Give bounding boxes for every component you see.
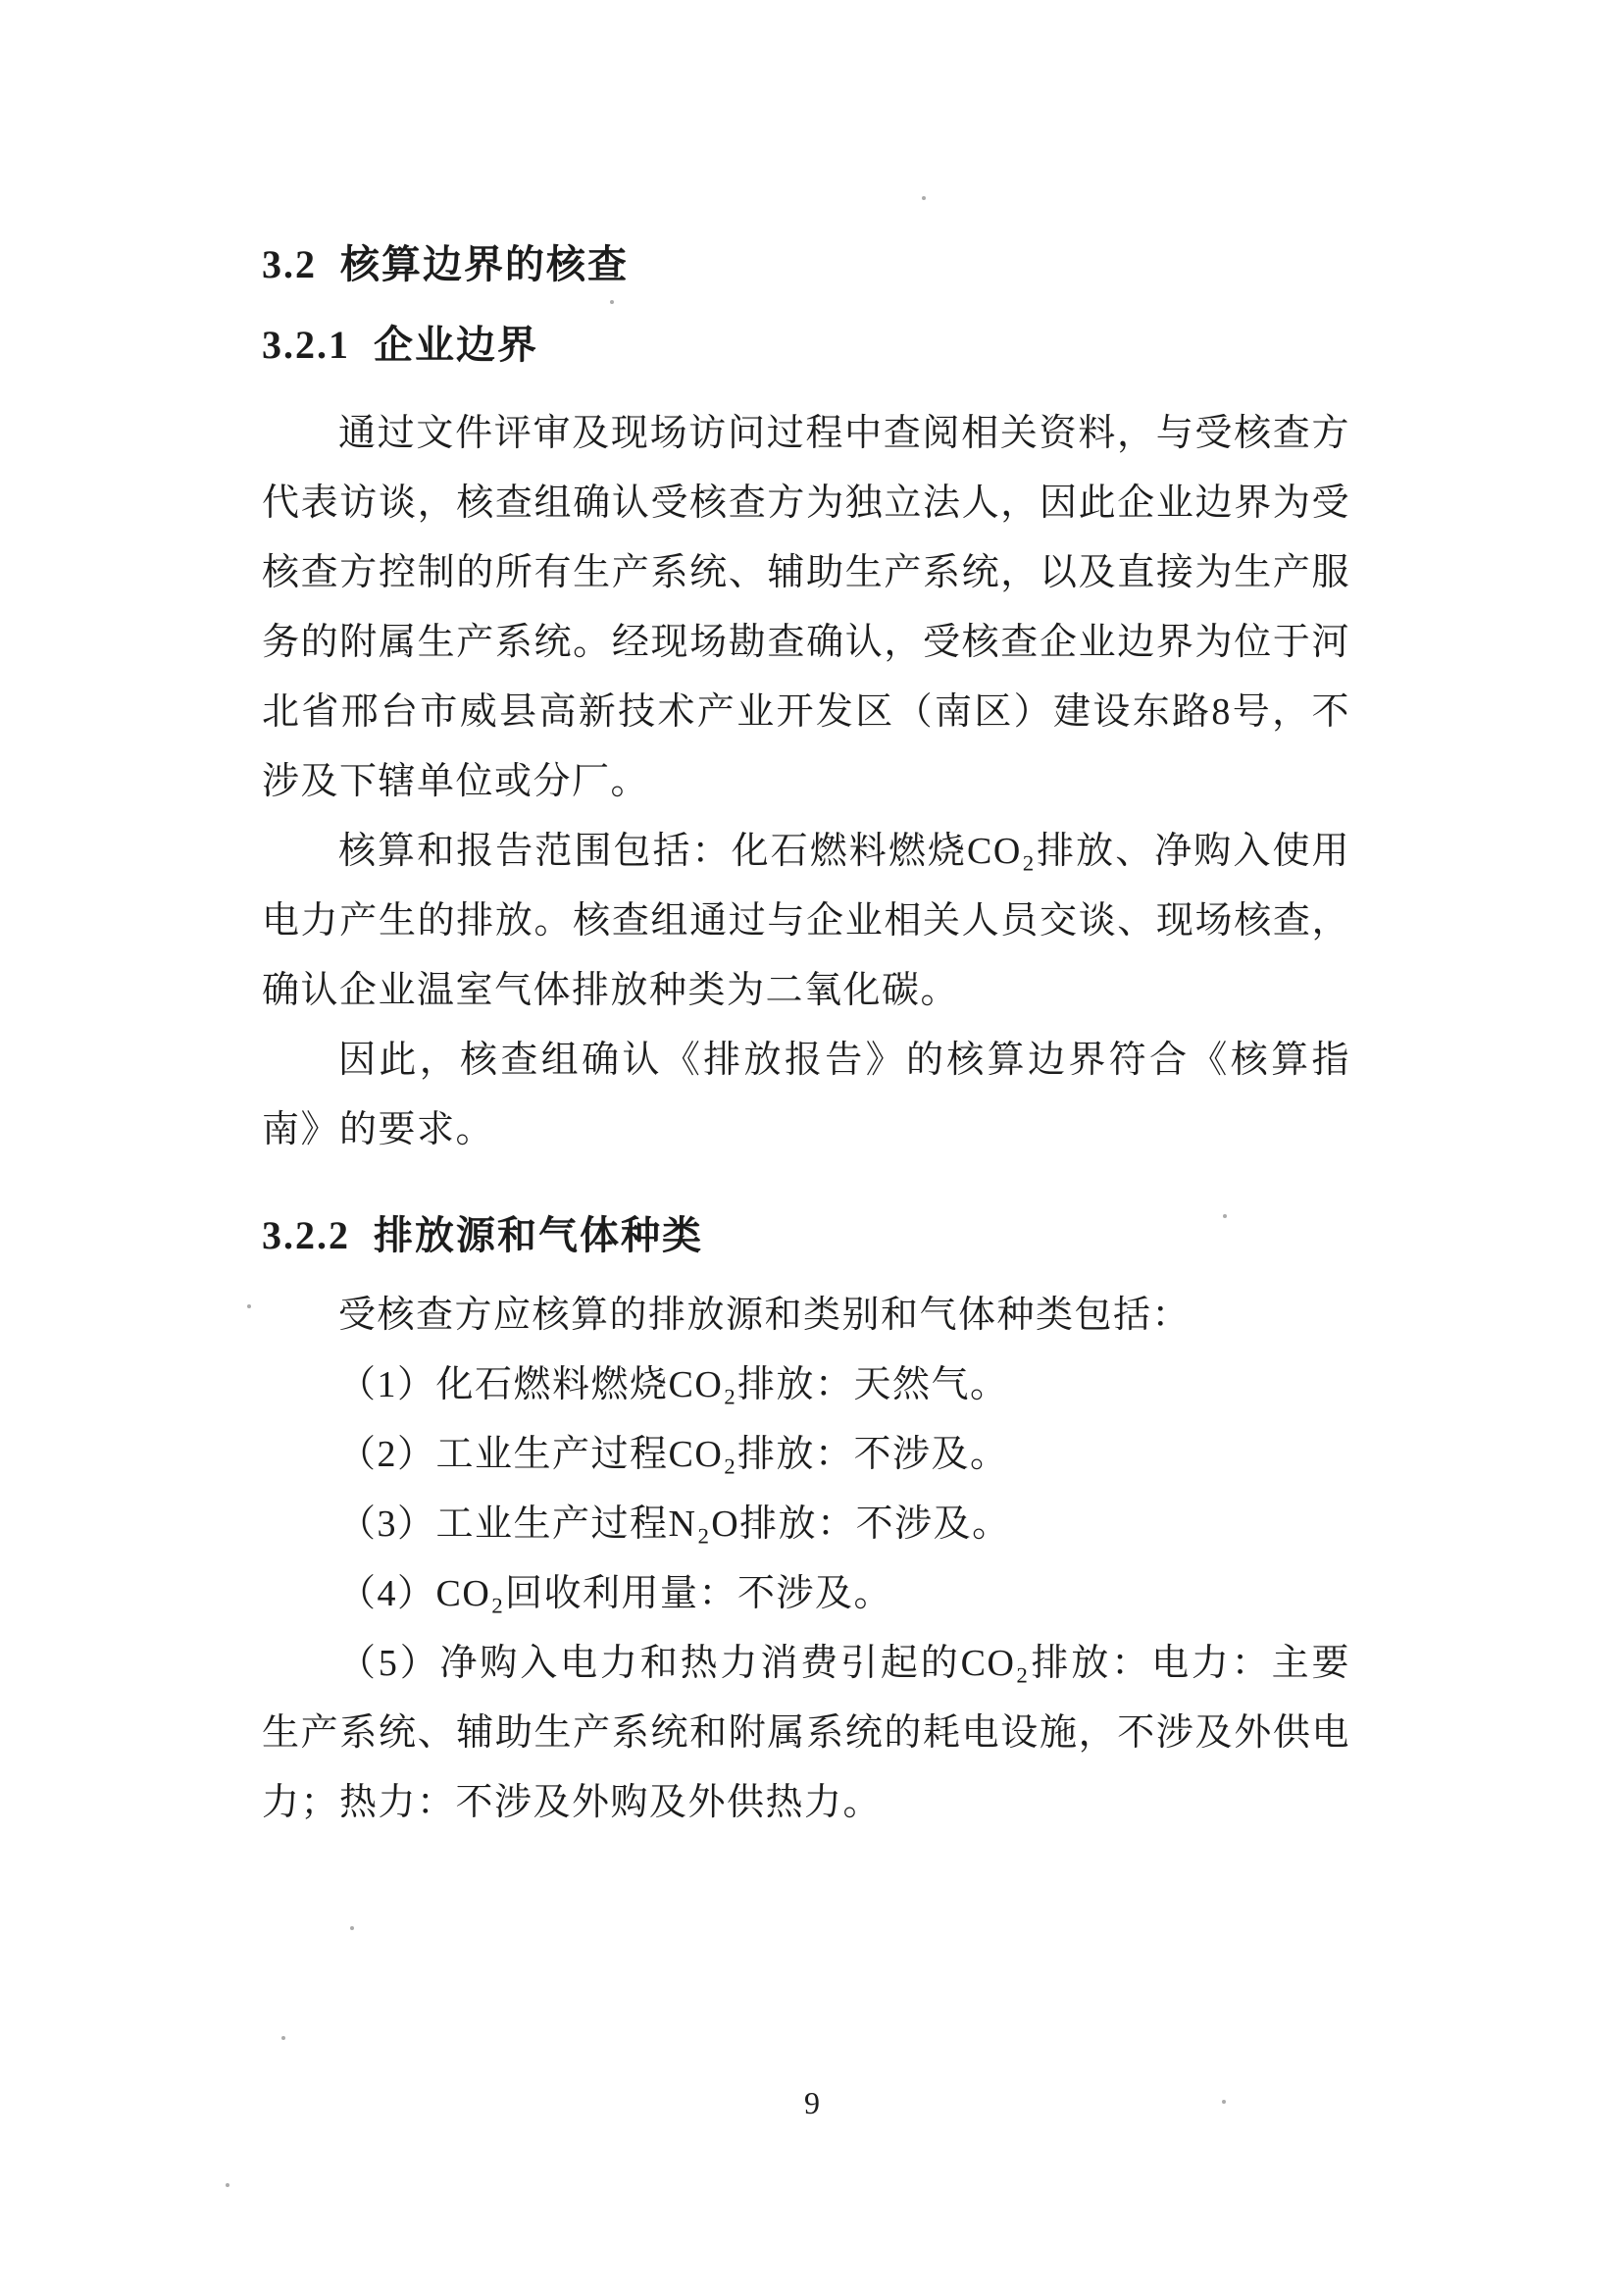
- list-item-co2-recovery: （4）CO₂回收利用量：不涉及。: [338, 1573, 893, 1614]
- section-heading-3-2-1: 3.2.1 企业边界: [262, 323, 538, 367]
- scan-speckle: [247, 1304, 251, 1308]
- scan-speckle: [1223, 1214, 1227, 1218]
- scan-speckle: [350, 1926, 354, 1930]
- list-item-industrial-process-co2: （2）工业生产过程CO₂排放：不涉及。: [338, 1434, 1009, 1475]
- list-item-fossil-fuel-co2: （1）化石燃料燃烧CO₂排放：天然气。: [338, 1364, 1009, 1405]
- list-item-industrial-process-n2o: （3）工业生产过程N₂O排放：不涉及。: [338, 1503, 1011, 1545]
- scan-speckle: [281, 2036, 285, 2040]
- scan-speckle: [1222, 2100, 1226, 2104]
- paragraph-enterprise-boundary: 通过文件评审及现场访问过程中查阅相关资料，与受核查方代表访谈，核查组确认受核查方为独立法人，因此企业边界为受核查方控制的所有生产系统、辅助生产系统，以及直接为生产服务的附属生产系统。经现场勘查确认，受核查企业边界为位于河北省邢台市威县高新技术产业开发区（南区）建设东路8号，不涉及下辖单位或分厂。: [262, 413, 1350, 802]
- paragraph-emission-sources-intro: 受核查方应核算的排放源和类别和气体种类包括：: [338, 1295, 1192, 1336]
- paragraph-accounting-report-scope: 核算和报告范围包括：化石燃料燃烧CO₂排放、净购入使用电力产生的排放。核查组通过与企业相关人员交谈、现场核查，确认企业温室气体排放种类为二氧化碳。: [262, 831, 1350, 1011]
- section-heading-3-2: 3.2 核算边界的核查: [262, 242, 629, 286]
- page-number: 9: [804, 2085, 820, 2120]
- paragraph-boundary-conclusion: 因此，核查组确认《排放报告》的核算边界符合《核算指南》的要求。: [262, 1040, 1350, 1150]
- section-heading-3-2-2: 3.2.2 排放源和气体种类: [262, 1213, 703, 1257]
- scan-speckle: [226, 2183, 229, 2187]
- scan-speckle: [610, 300, 614, 304]
- scan-speckle: [922, 196, 926, 200]
- page-content: [262, 240, 1350, 1838]
- list-item-net-purchased-electricity-heat: （5）净购入电力和热力消费引起的CO₂排放：电力：主要生产系统、辅助生产系统和附属系统的耗电设施，不涉及外供电力；热力：不涉及外购及外供热力。: [262, 1643, 1350, 1823]
